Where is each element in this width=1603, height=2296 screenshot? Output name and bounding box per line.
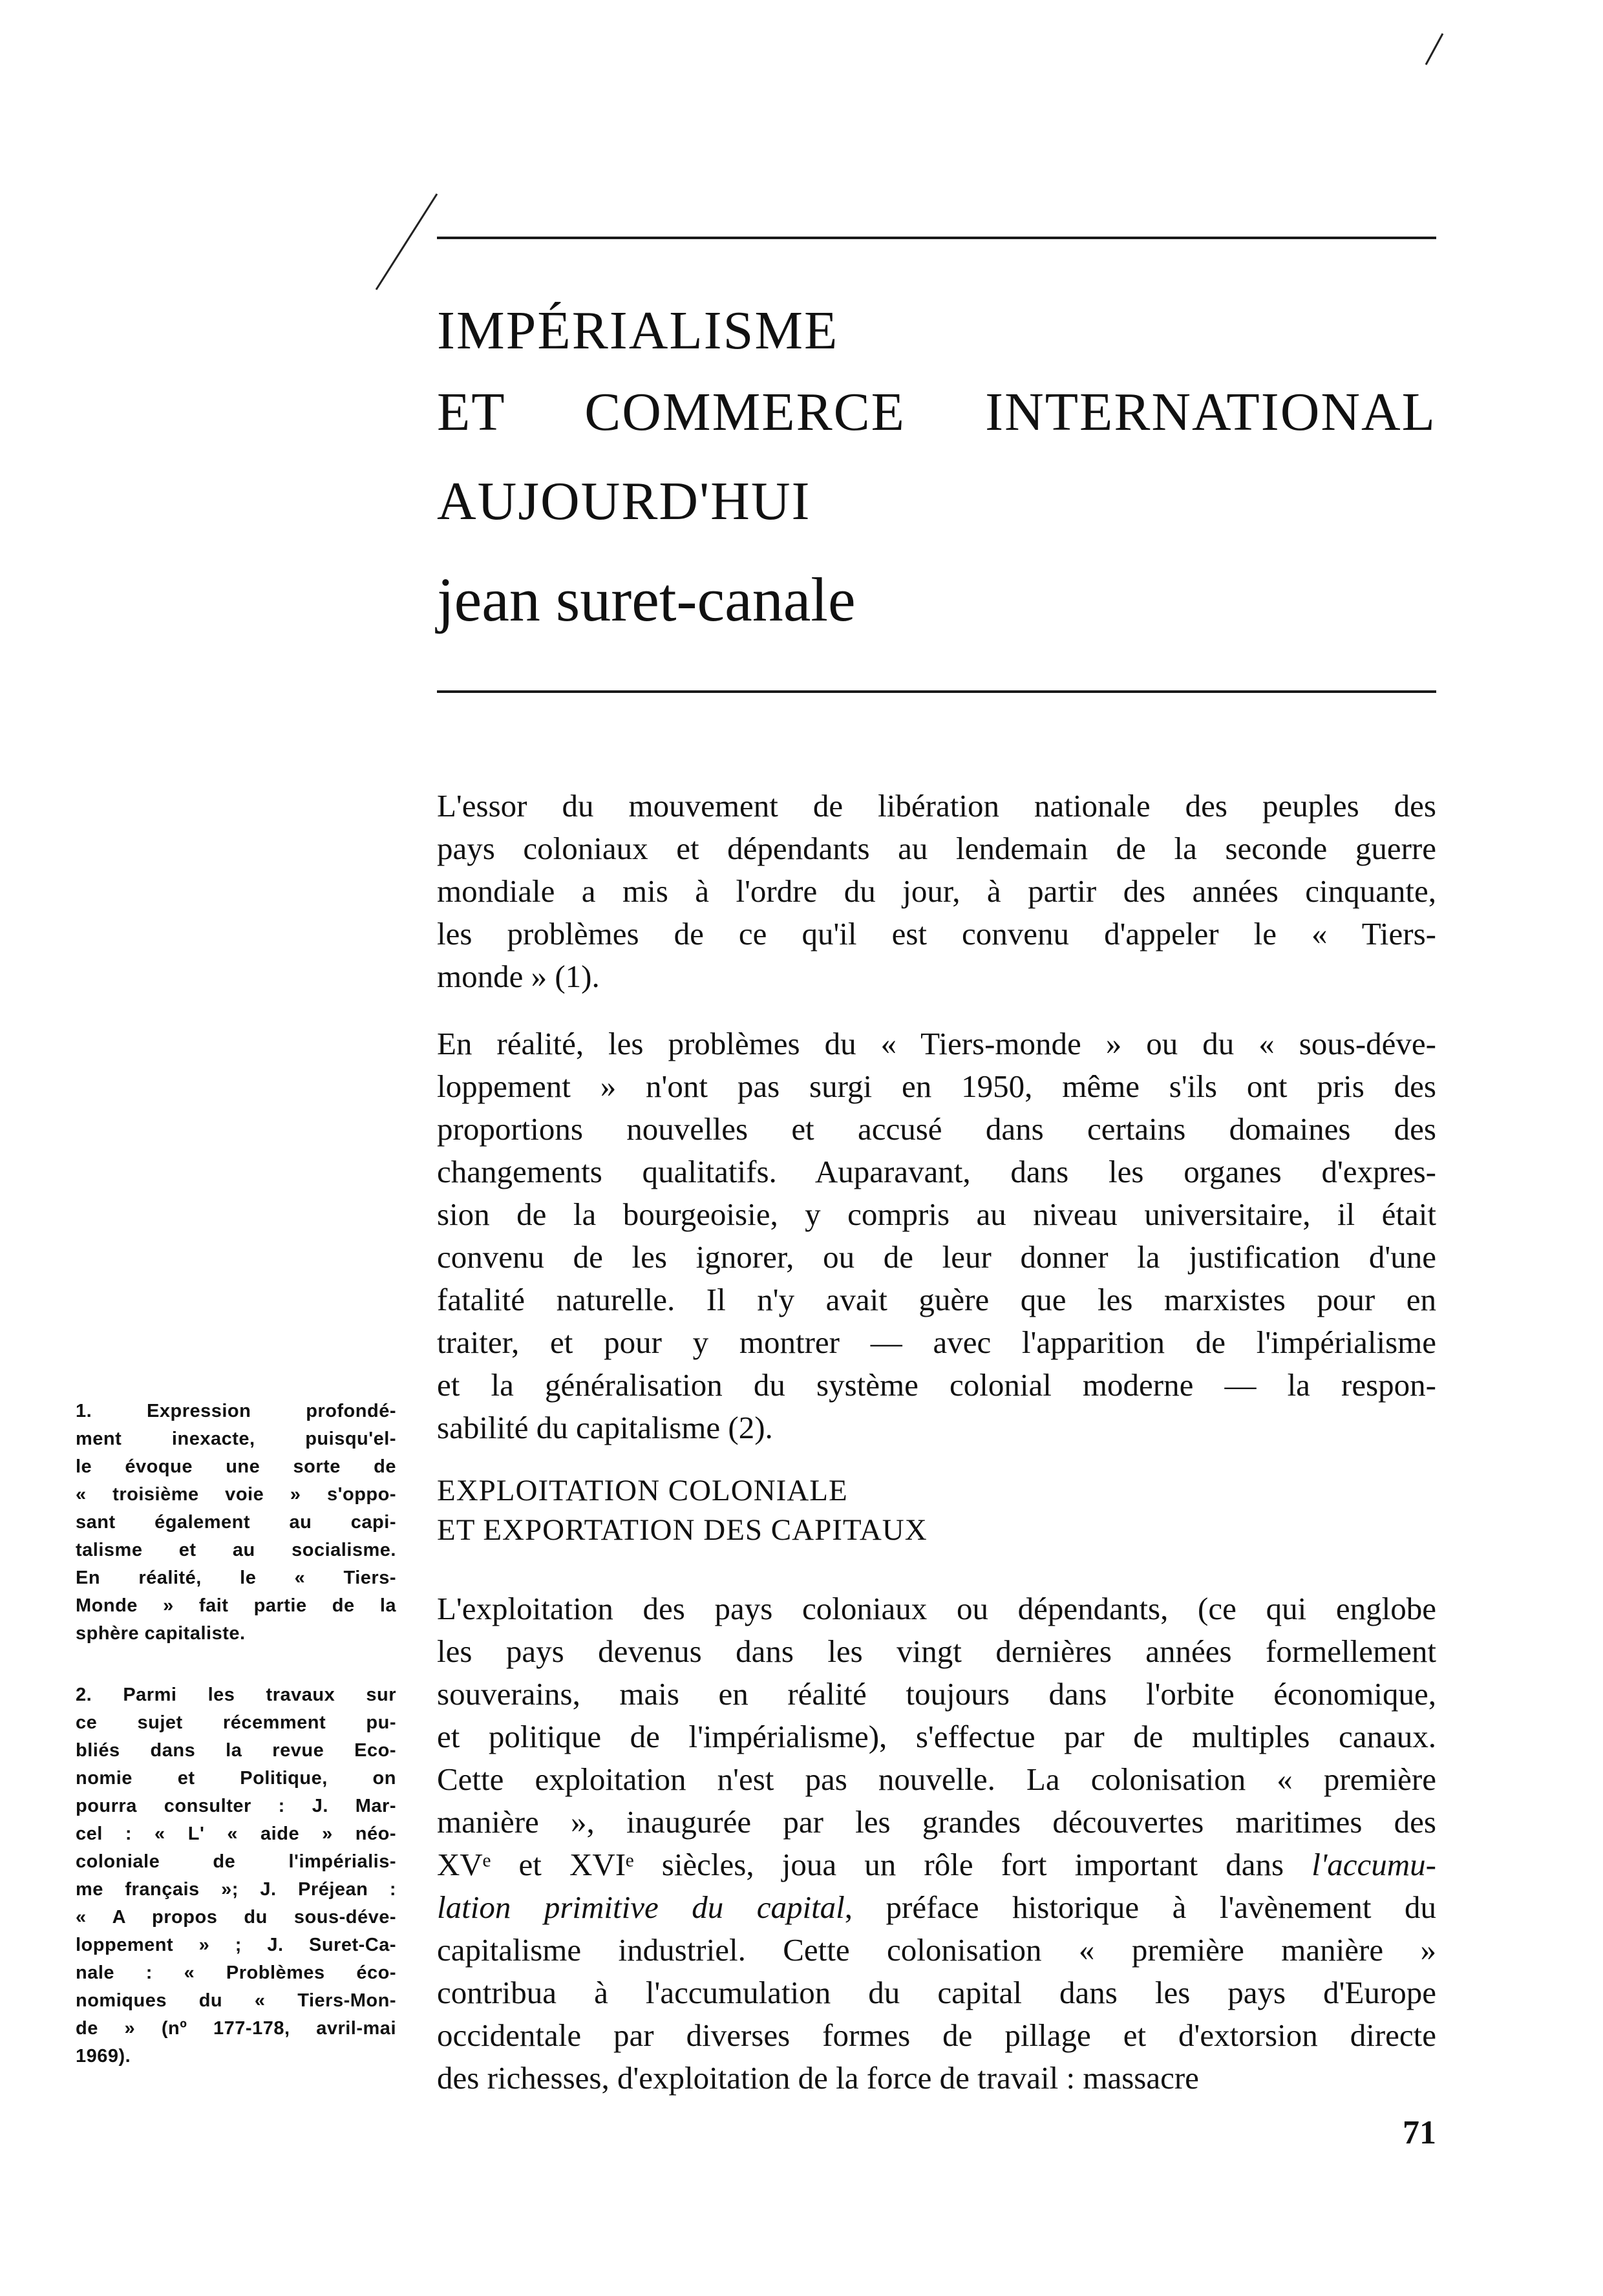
text-line: En réalité, les problèmes du « Tiers-monde » ou du « sous-déve-	[437, 1026, 1436, 1061]
footnote-1	[76, 1398, 396, 1648]
footnote-line: « A propos du sous-déve-	[76, 1907, 396, 1928]
bottom-rule	[437, 690, 1436, 693]
page-number: 71	[1403, 2114, 1436, 2151]
article-title-line-2: ET COMMERCE INTERNATIONAL	[437, 382, 1436, 442]
footnote-line: nale : « Problèmes éco-	[76, 1962, 396, 1983]
footnote-line: En réalité, le « Tiers-	[76, 1568, 396, 1588]
footnote-line: ce sujet récemment pu-	[76, 1712, 396, 1733]
article-title-line-3: AUJOURD'HUI	[437, 471, 811, 531]
text-line: L'exploitation des pays coloniaux ou dépendants, (ce qui englobe	[437, 1591, 1436, 1626]
text-line: souverains, mais en réalité toujours dans l'orbite économique,	[437, 1676, 1436, 1712]
footnote-line: sant également au capi-	[76, 1512, 396, 1533]
text-line: et la généralisation du système colonial moderne — la respon-	[437, 1367, 1436, 1403]
top-rule	[437, 237, 1436, 239]
footnote-line: Monde » fait partie de la	[76, 1595, 396, 1616]
text-line: L'essor du mouvement de libération nationale des peuples des	[437, 788, 1436, 824]
footnote-line: talisme et au socialisme.	[76, 1540, 396, 1560]
article-author: jean suret-canale	[437, 565, 856, 634]
text-line: mondiale a mis à l'ordre du jour, à partir des années cinquante,	[437, 873, 1436, 909]
text-line: sion de la bourgeoisie, y compris au niveau universitaire, il était	[437, 1196, 1436, 1232]
footnote-line: nomiques du « Tiers-Mon-	[76, 1990, 396, 2011]
text-line: convenu de les ignorer, ou de leur donner la justification d'une	[437, 1239, 1436, 1275]
footnote-line: loppement » ; J. Suret-Ca-	[76, 1935, 396, 1955]
italic-text: lation primitive du capital	[437, 1889, 845, 1925]
section-heading-line: ET EXPORTATION DES CAPITAUX	[437, 1513, 928, 1547]
text-line: sabilité du capitalisme (2).	[437, 1410, 773, 1445]
text-line: fatalité naturelle. Il n'y avait guère que les marxistes pour en	[437, 1282, 1436, 1317]
text-line: contribua à l'accumulation du capital dans les pays d'Europe	[437, 1975, 1436, 2010]
text-line: capitalisme industriel. Cette colonisation « première manière »	[437, 1932, 1436, 1968]
footnote-line: nomie et Politique, on	[76, 1768, 396, 1789]
article-title-line-1: IMPÉRIALISME	[437, 301, 839, 361]
italic-text: l'accumu-	[1311, 1847, 1436, 1882]
text-line: changements qualitatifs. Auparavant, dans les organes d'expres-	[437, 1154, 1436, 1189]
footnote-line: 1969).	[76, 2046, 131, 2067]
paragraph-exploitation	[437, 1588, 1436, 2099]
footnote-line: 2. Parmi les travaux sur	[76, 1685, 396, 1705]
text-line: les problèmes de ce qu'il est convenu d'appeler le « Tiers-	[437, 916, 1436, 951]
footnote-line: le évoque une sorte de	[76, 1456, 396, 1477]
section-heading	[437, 1471, 928, 1550]
footnote-line: coloniale de l'impérialis-	[76, 1851, 396, 1872]
text-line	[437, 1886, 1436, 1929]
paragraph-tiers-monde	[437, 1023, 1436, 1449]
footnote-2	[76, 1681, 396, 2070]
footnote-line: 1. Expression profondé-	[76, 1401, 396, 1421]
footnote-line: sphère capitaliste.	[76, 1623, 246, 1644]
text-line: les pays devenus dans les vingt dernières années formellement	[437, 1633, 1436, 1669]
footnote-line: ment inexacte, puisqu'el-	[76, 1429, 396, 1449]
text-line: loppement » n'ont pas surgi en 1950, même s'ils ont pris des	[437, 1068, 1436, 1104]
footnote-line: cel : « L' « aide » néo-	[76, 1823, 396, 1844]
footnote-line: bliés dans la revue Eco-	[76, 1740, 396, 1761]
section-heading-line: EXPLOITATION COLONIALE	[437, 1474, 848, 1507]
text-segment: XVᵉ et XVIᵉ siècles, joua un rôle fort important dans	[437, 1847, 1312, 1882]
text-line: monde » (1).	[437, 959, 600, 994]
text-line: Cette exploitation n'est pas nouvelle. La colonisation « première	[437, 1761, 1436, 1797]
text-line: et politique de l'impérialisme), s'effectue par de multiples canaux.	[437, 1719, 1436, 1754]
text-line: manière », inaugurée par les grandes découvertes maritimes des	[437, 1804, 1436, 1840]
footnote-line: pourra consulter : J. Mar-	[76, 1796, 396, 1816]
text-line: des richesses, d'exploitation de la force de travail : massacre	[437, 2060, 1199, 2096]
paragraph-intro	[437, 785, 1436, 998]
text-line: pays coloniaux et dépendants au lendemain de la seconde guerre	[437, 831, 1436, 866]
footnote-line: me français »; J. Préjean :	[76, 1879, 396, 1900]
footnote-line: « troisième voie » s'oppo-	[76, 1484, 396, 1505]
text-line	[437, 1844, 1436, 1886]
text-line: proportions nouvelles et accusé dans certains domaines des	[437, 1111, 1436, 1147]
footnote-line: de » (nº 177-178, avril-mai	[76, 2018, 396, 2039]
text-line: occidentale par diverses formes de pillage et d'extorsion directe	[437, 2017, 1436, 2053]
text-segment: , préface historique à l'avènement du	[844, 1889, 1436, 1925]
text-line: traiter, et pour y montrer — avec l'apparition de l'impérialisme	[437, 1324, 1436, 1360]
